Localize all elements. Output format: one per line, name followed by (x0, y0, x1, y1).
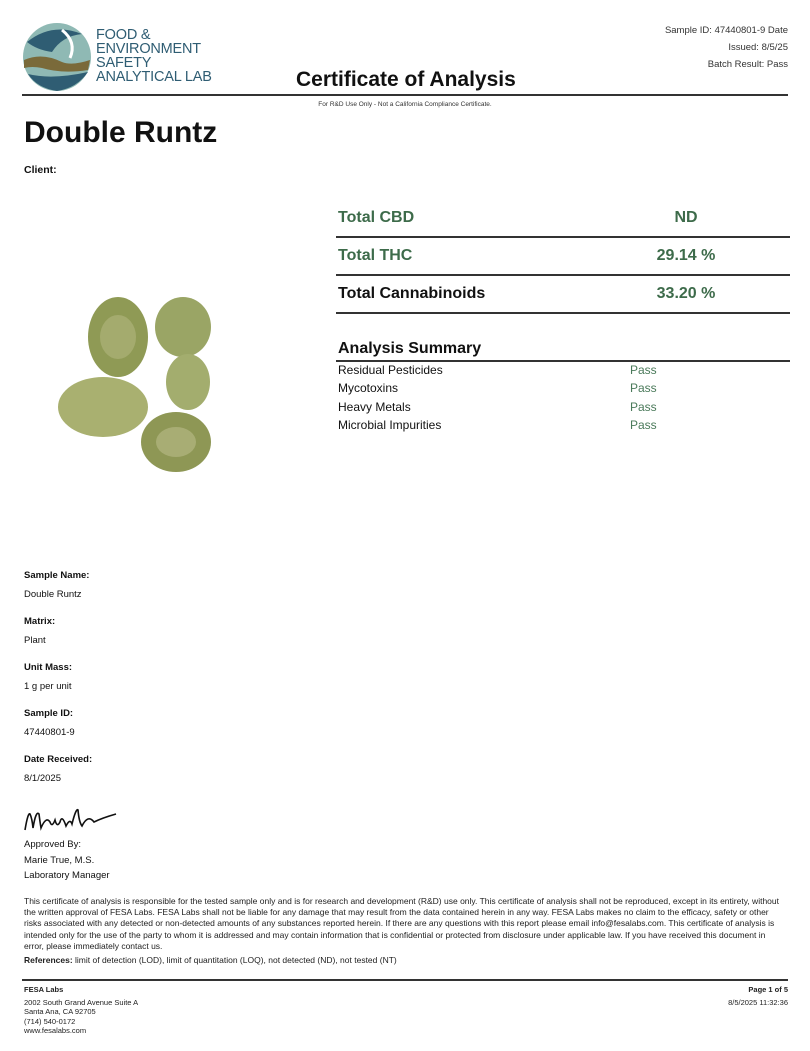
report-meta (665, 22, 788, 73)
meta-issued: Issued: 8/5/25 (728, 42, 788, 53)
field-label: Matrix: (24, 616, 56, 627)
meta-sample-id: Sample ID: 47440801-9 Date (664, 25, 788, 36)
logo-line: ENVIRONMENT (96, 41, 201, 57)
total-cannabinoids-row (336, 276, 790, 314)
field-value: 8/1/2025 (24, 773, 61, 784)
references-label: References: (24, 955, 73, 966)
total-value: 33.20 % (656, 285, 716, 302)
summary-result: Pass (630, 381, 657, 395)
header-divider (22, 94, 788, 96)
footer-address (24, 985, 138, 1036)
compliance-notice: For R&D Use Only - Not a California Compliance Certificate. (318, 101, 492, 108)
address-line: Santa Ana, CA 92705 (24, 1007, 96, 1016)
field-value: 1 g per unit (24, 681, 72, 692)
page-number: Page 1 of 5 (748, 985, 788, 994)
total-value: 29.14 % (656, 247, 716, 264)
total-cbd-row (336, 200, 790, 238)
address-line: 2002 South Grand Avenue Suite A (24, 997, 139, 1007)
website-link[interactable]: www.fesalabs.com (24, 1026, 87, 1035)
footer-timestamp: 8/5/2025 11:32:36 (728, 997, 788, 1007)
disclaimer-text: This certificate of analysis is responsible for the tested sample only and is for research and development (R&D) use only. This certificate of analysis shall not be reproduced, except in its entirety, without the written approval of FESA Labs. FESA Labs shall not be liable for any damage that may result from the data contained herein in any way. FESA Labs makes no claim to the efficacy, safety or other risks associated with any detected or non-detected amounts of any substances reported herein. If there are any questions with this report please email info@fesalabs.com. This certificate of analysis is intended only for the use of the party to whom it is addressed and may contain information that is confidential or protected from disclosure under applicable law. If you have received this document in error, please immediately contact us. (24, 896, 779, 951)
references-text: limit of detection (LOD), limit of quantitation (LOQ), not detected (ND), not tested (NT) (72, 955, 397, 966)
total-value: ND (674, 209, 698, 226)
logo-line: ANALYTICAL LAB (96, 69, 212, 85)
field-sample-name (24, 570, 89, 600)
field-matrix (24, 616, 55, 646)
approver-name: Marie True, M.S. (24, 854, 95, 866)
total-label: Total CBD (338, 209, 415, 226)
field-label: Sample Name: (24, 570, 90, 581)
disclaimer (24, 896, 784, 966)
summary-label: Residual Pesticides (338, 363, 443, 377)
summary-row (338, 381, 788, 400)
approval-block (24, 837, 110, 884)
summary-result: Pass (630, 400, 657, 414)
summary-row (338, 363, 788, 382)
logo-text (96, 28, 212, 84)
signature-image (22, 804, 122, 836)
field-value: 47440801-9 (24, 727, 75, 738)
meta-batch-result: Batch Result: Pass (707, 59, 788, 70)
field-label: Sample ID: (24, 708, 74, 719)
summary-row (338, 400, 788, 419)
logo-line: FOOD & (96, 27, 151, 43)
product-image (58, 292, 218, 477)
field-label: Date Received: (24, 754, 93, 765)
page-title: Certificate of Analysis (296, 68, 516, 91)
summary-result: Pass (630, 418, 657, 432)
client-label: Client: (24, 164, 57, 176)
field-value: Plant (24, 635, 46, 646)
logo-line: SAFETY (96, 55, 152, 71)
sample-title: Double Runtz (24, 116, 218, 149)
summary-row (338, 418, 788, 437)
summary-result: Pass (630, 363, 657, 377)
total-label: Total Cannabinoids (338, 285, 486, 302)
phone: (714) 540-0172 (24, 1016, 76, 1026)
field-sample-id (24, 708, 75, 738)
field-unit-mass (24, 662, 72, 692)
footer-page-info (728, 985, 788, 1007)
footer-company: FESA Labs (24, 985, 64, 994)
summary-label: Heavy Metals (338, 400, 411, 414)
total-label: Total THC (338, 247, 413, 264)
total-thc-row (336, 238, 790, 276)
approver-role: Laboratory Manager (24, 870, 110, 881)
analysis-summary-title: Analysis Summary (336, 338, 790, 362)
field-date-received (24, 754, 92, 784)
footer-divider (22, 979, 788, 981)
summary-label: Mycotoxins (338, 381, 399, 395)
fesa-logo-icon (22, 22, 92, 92)
approved-by-label: Approved By: (24, 839, 82, 850)
field-value: Double Runtz (24, 589, 82, 600)
field-label: Unit Mass: (24, 662, 73, 673)
summary-label: Microbial Impurities (338, 418, 442, 432)
